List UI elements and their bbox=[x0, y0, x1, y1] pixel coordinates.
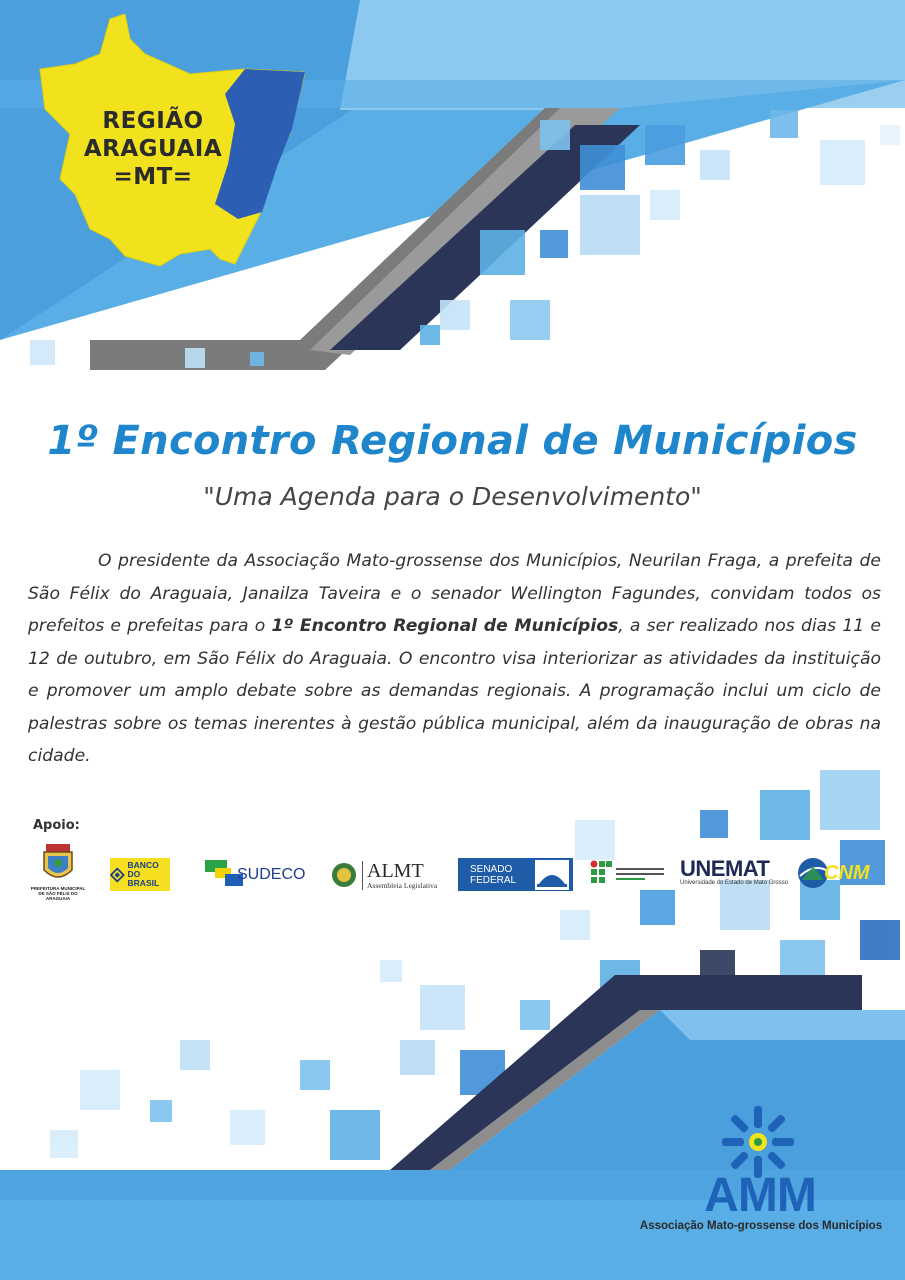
cnm-text: CNM bbox=[824, 861, 870, 884]
senado-line-2: FEDERAL bbox=[470, 874, 517, 886]
body-event-name: 1º Encontro Regional de Municípios bbox=[271, 616, 619, 636]
bb-icon bbox=[110, 867, 125, 883]
crest-icon bbox=[38, 842, 78, 886]
ifmt-icon bbox=[590, 860, 612, 888]
region-badge-text bbox=[78, 107, 228, 191]
almt-text: ALMT bbox=[367, 859, 424, 882]
logo-sudeco bbox=[205, 858, 310, 891]
region-line-1: REGIÃO bbox=[102, 108, 204, 134]
bb-line-2: DO BRASIL bbox=[127, 869, 160, 888]
amm-full-name: Associação Mato-grossense dos Municípios bbox=[639, 1220, 883, 1232]
invitation-paragraph bbox=[28, 545, 881, 773]
unemat-sub: Universidade do Estado de Mato Grosso bbox=[680, 880, 789, 886]
logo-ifmt bbox=[590, 858, 670, 890]
page-subtitle: "Uma Agenda para o Desenvolvimento" bbox=[203, 482, 702, 511]
region-line-3: =MT= bbox=[113, 164, 193, 190]
logo-senado-federal bbox=[458, 858, 573, 891]
apoio-label: Apoio: bbox=[33, 818, 80, 833]
logo-almt bbox=[330, 857, 445, 893]
sudeco-text: SUDECO bbox=[237, 865, 306, 883]
almt-sub: Assembleia Legislativa bbox=[367, 880, 438, 890]
amm-logo-text: AMM bbox=[704, 1169, 816, 1222]
prefeitura-text: PREFEITURA MUNICIPAL DE SÃO FÉLIX DO ARAGUAIA bbox=[30, 886, 86, 901]
region-line-2: ARAGUAIA bbox=[83, 136, 223, 162]
unemat-text: UNEMAT bbox=[680, 856, 770, 881]
logo-prefeitura bbox=[28, 842, 88, 902]
page-title: 1º Encontro Regional de Municípios bbox=[47, 418, 858, 464]
body-part-2: , a ser realizado nos dias 11 e 12 de outubro, em São Félix do Araguaia. O encontro visa interiorizar as atividades da instituição e promover um amplo debate sobre as demandas regionais. A programação inclui um ciclo de palestras sobre os temas inerentes à gestão pública municipal, além da inauguração de obras na cidade. bbox=[28, 616, 881, 766]
senado-line-1: SENADO bbox=[470, 863, 513, 875]
logo-unemat bbox=[680, 858, 790, 890]
bb-line-1: BANCO bbox=[127, 860, 159, 870]
senado-dome-icon bbox=[535, 860, 569, 890]
logo-banco-do-brasil bbox=[110, 858, 170, 891]
body-part-1: O presidente da Associação Mato-grossense dos Municípios, Neurilan Fraga, a prefeita de São Félix do Araguaia, Janailza Taveira e o senador Wellington Fagundes, convidam todos os prefeitos e prefeitas para o bbox=[28, 551, 881, 636]
logo-cnm bbox=[796, 855, 886, 891]
almt-crest-icon bbox=[330, 860, 358, 890]
